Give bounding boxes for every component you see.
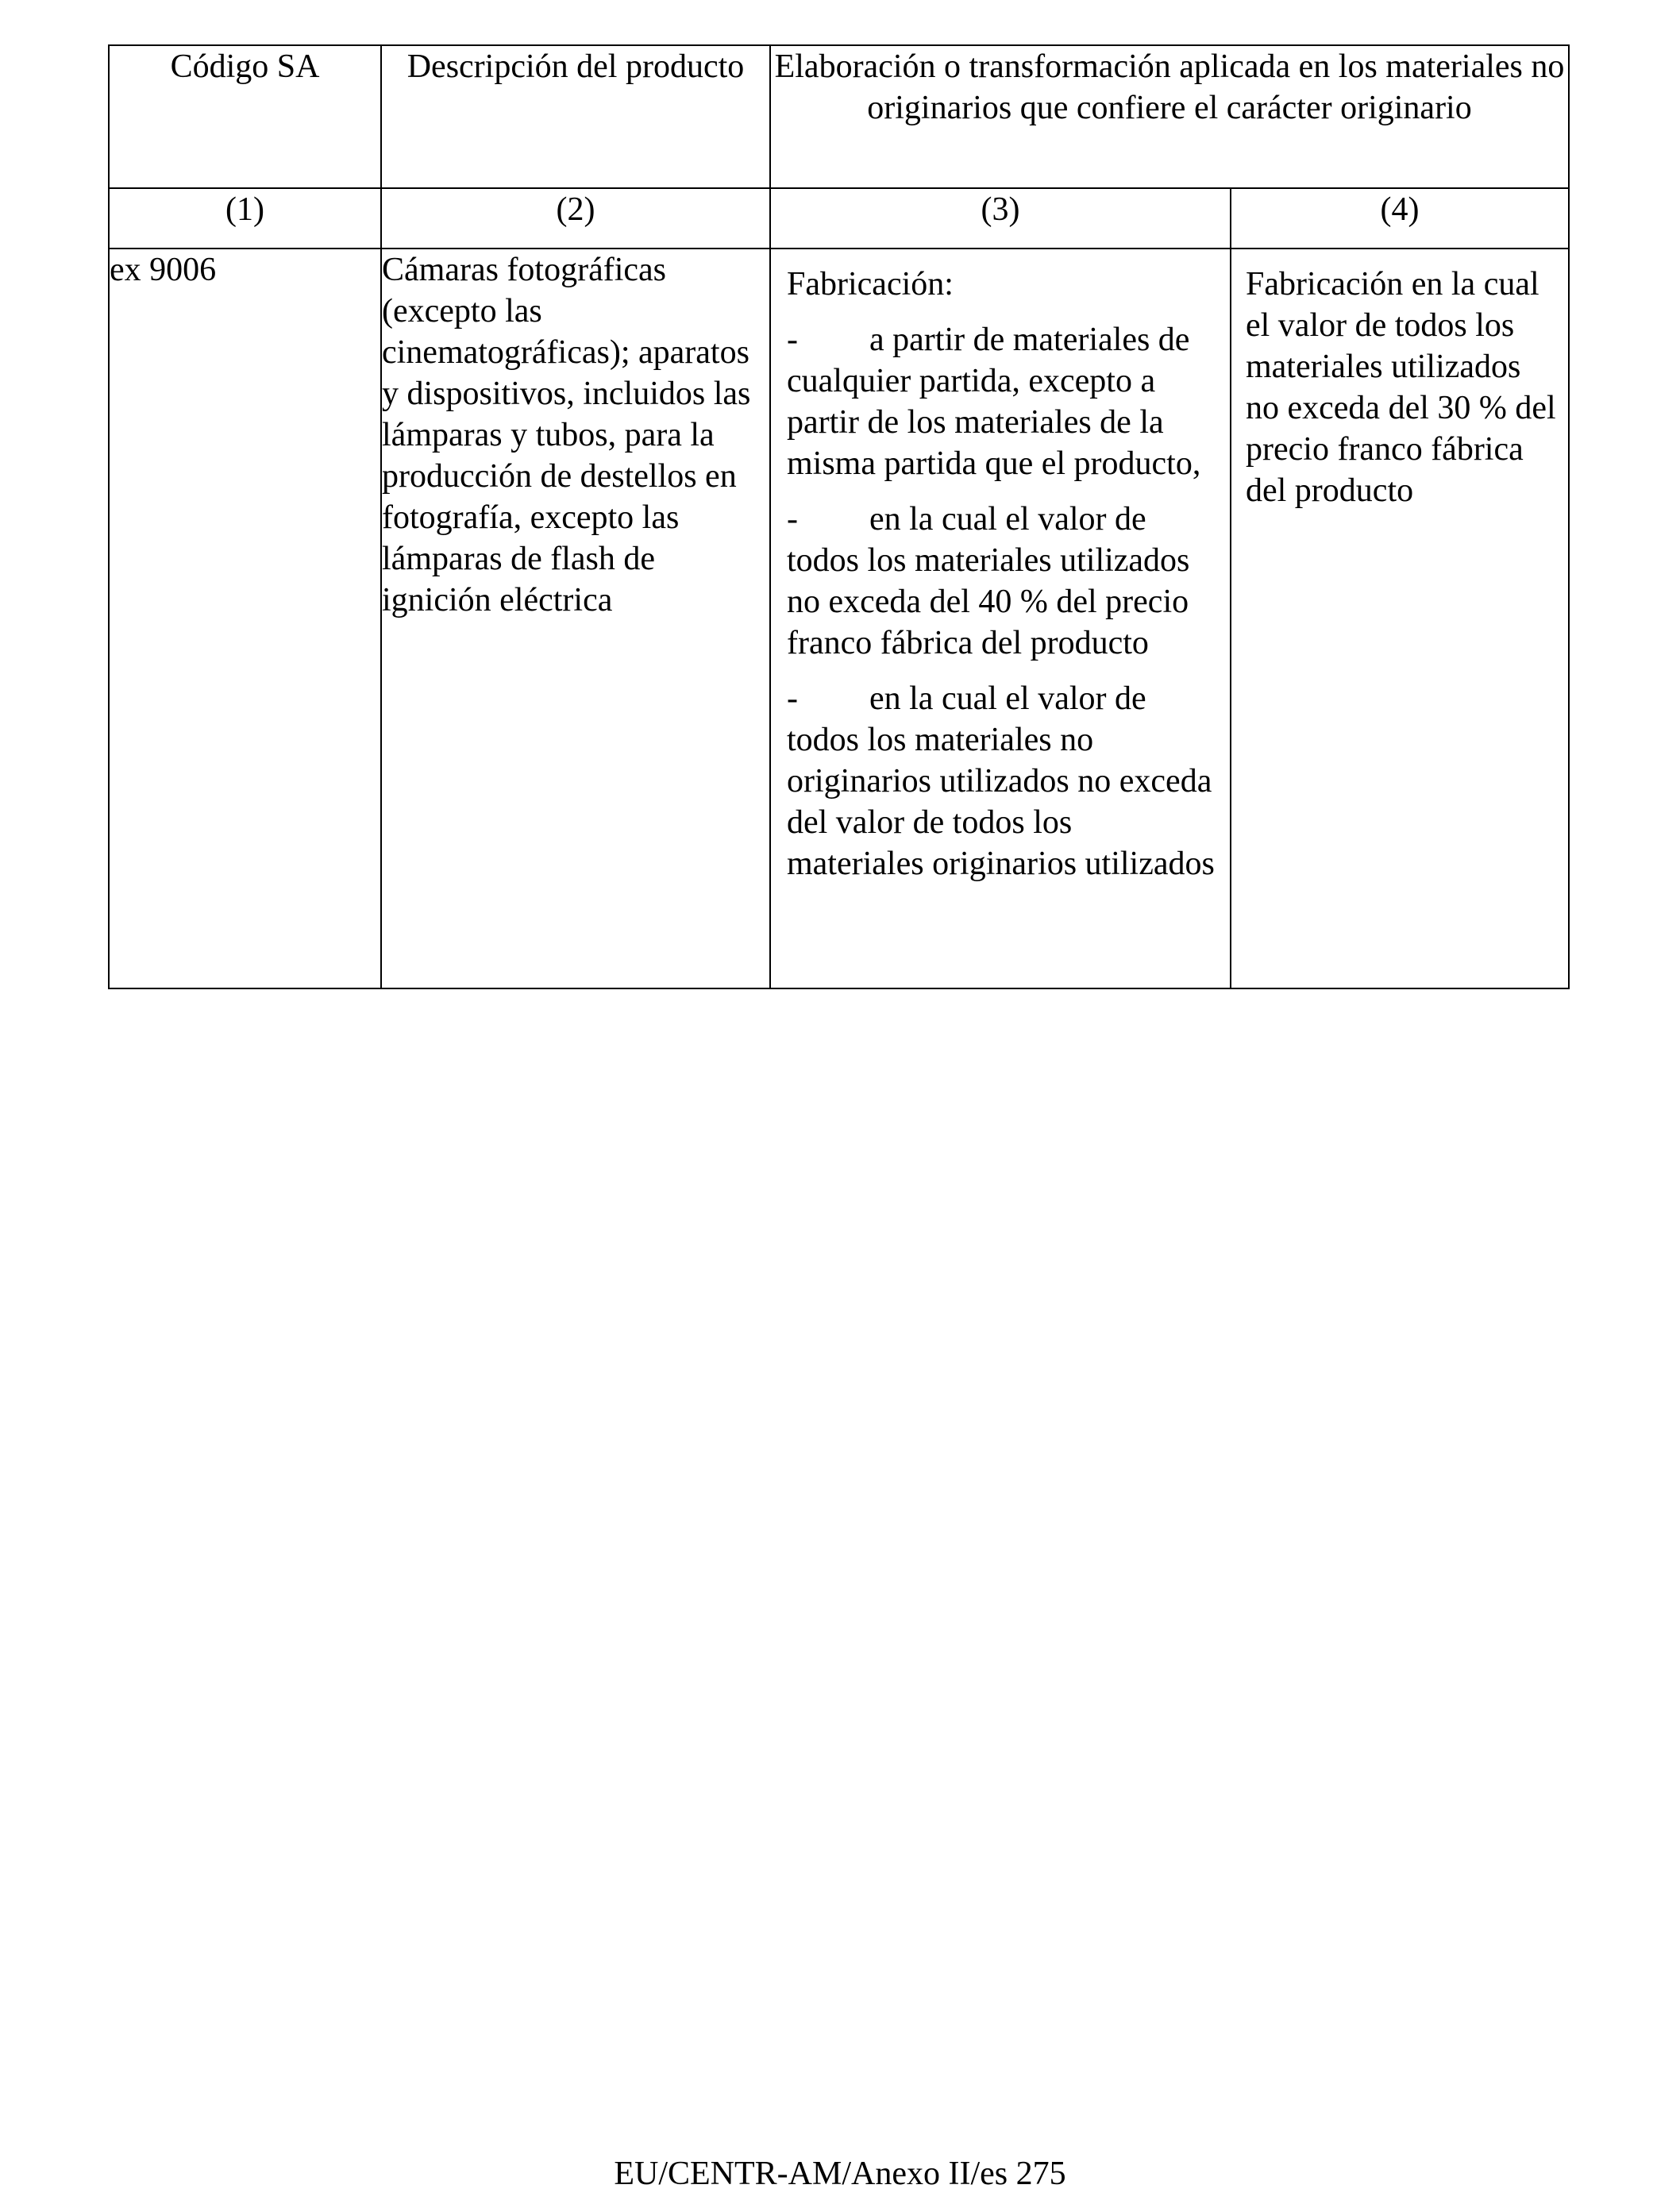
- rule-item-1: [787, 319, 1216, 484]
- rule-item-3-text: en la cual el valor de todos los materiales no originarios utilizados no exceda del valor de todos los materiales originarios utilizados: [787, 680, 1215, 882]
- dash-marker: -: [787, 322, 798, 358]
- cell-hs-code: ex 9006: [109, 249, 381, 988]
- rule-item-3: [787, 678, 1216, 884]
- rule-item-2: [787, 499, 1216, 664]
- rule-item-1-text: a partir de materiales de cualquier partida, excepto a partir de los materiales de la misma partida que el producto,: [787, 322, 1201, 482]
- rule-intro: Fabricación:: [787, 266, 954, 302]
- header-product-description: Descripción del producto: [381, 45, 770, 188]
- rule-item-2-text: en la cual el valor de todos los materiales utilizados no exceda del 40 % del precio franco fábrica del producto: [787, 501, 1190, 661]
- table-row: [109, 249, 1569, 988]
- column-number-row: [109, 188, 1569, 249]
- column-number-2: (2): [381, 188, 770, 249]
- column-number-1: (1): [109, 188, 381, 249]
- page-footer-reference: EU/CENTR-AM/Anexo II/es 275: [614, 2156, 1066, 2192]
- rules-table: [108, 44, 1570, 989]
- dash-marker: -: [787, 680, 798, 717]
- column-number-3: (3): [770, 188, 1231, 249]
- cell-description: Cámaras fotográficas (excepto las cinematográficas); aparatos y dispositivos, incluidos las lámparas y tubos, para la producción de destellos en fotografía, excepto las lámparas de flash de ignición eléctrica: [381, 249, 770, 988]
- header-hs-code: Código SA: [109, 45, 381, 188]
- column-number-4: (4): [1231, 188, 1569, 249]
- table-header-row: [109, 45, 1569, 188]
- dash-marker: -: [787, 501, 798, 538]
- cell-processing-rule: [770, 249, 1231, 988]
- cell-alternative-rule: Fabricación en la cual el valor de todos los materiales utilizados no exceda del 30 % del precio franco fábrica del producto: [1231, 249, 1569, 988]
- header-working-processing: Elaboración o transformación aplicada en los materiales no originarios que confiere el carácter originario: [770, 45, 1569, 188]
